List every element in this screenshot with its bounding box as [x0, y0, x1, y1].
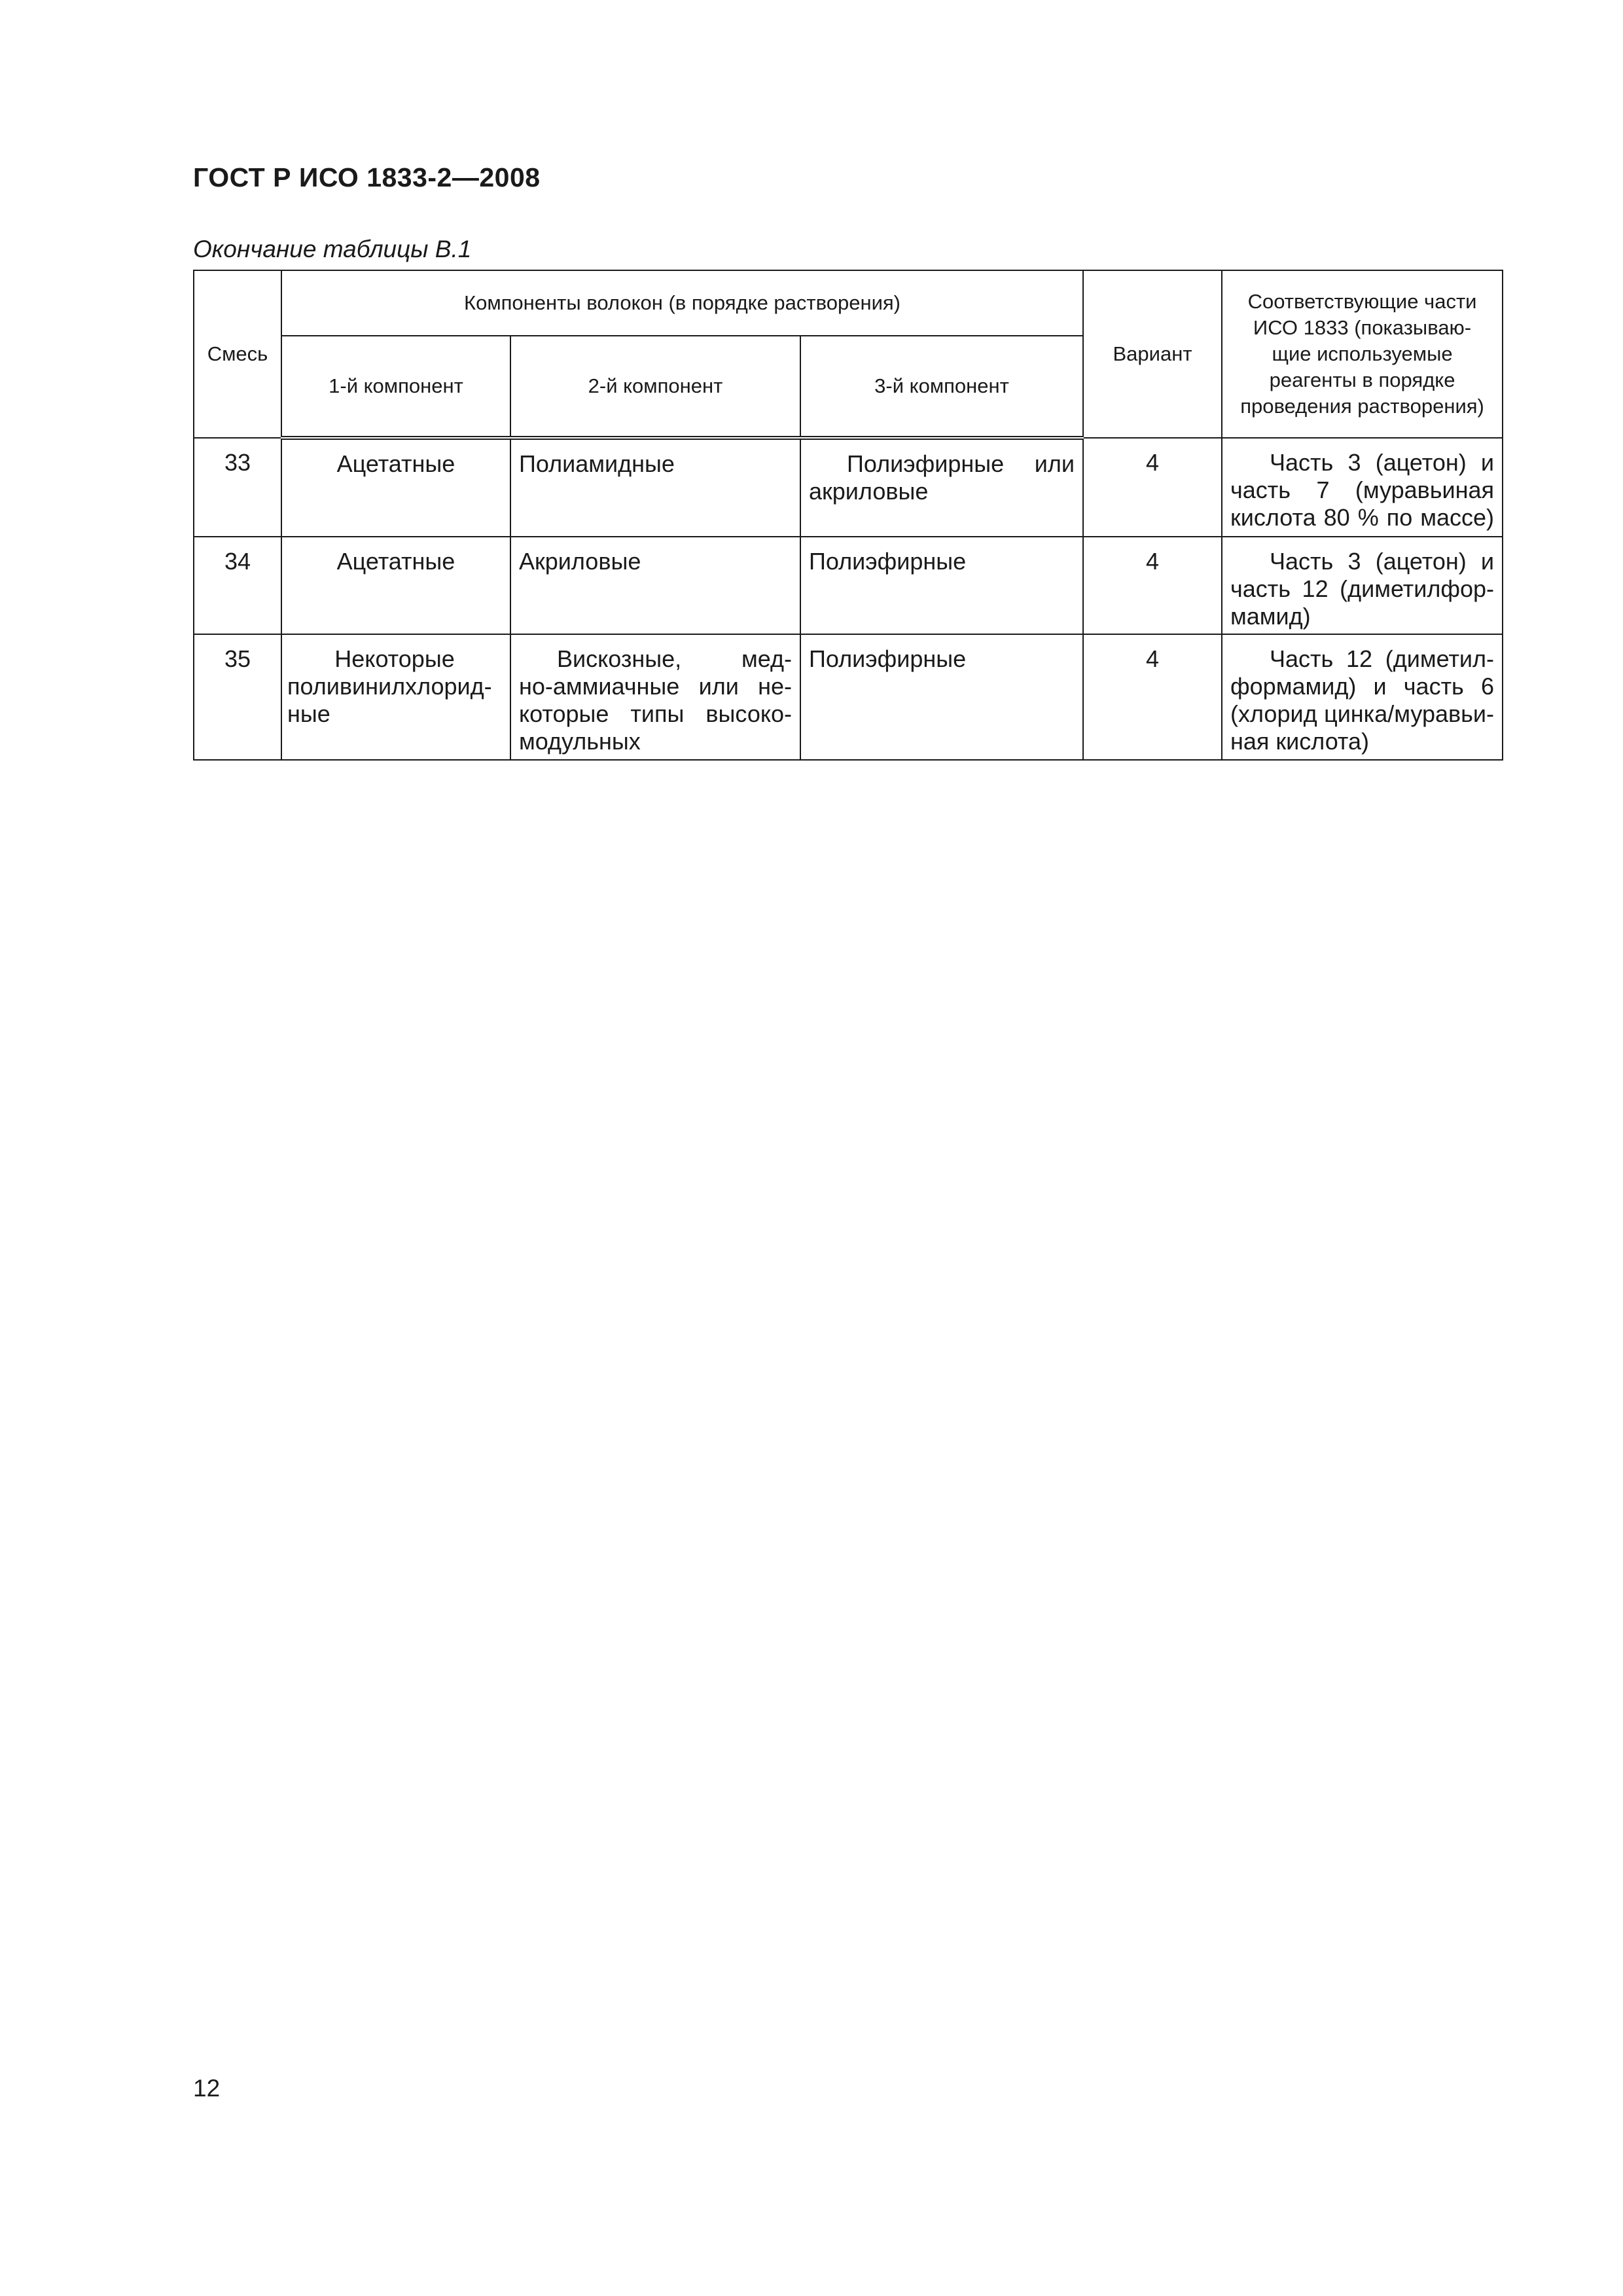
cell-variant: 4 — [1083, 537, 1222, 634]
cell-parts — [1222, 537, 1503, 634]
header-component-3: 3-й компонент — [800, 336, 1083, 438]
cell-component-1: Ацетатные — [281, 438, 510, 537]
cell-line: Часть 12 (диметил- — [1270, 645, 1495, 672]
cell-component-3: Полиэфирные — [800, 634, 1083, 760]
header-components-group: Компоненты волокон (в порядке растворения) — [281, 270, 1083, 336]
header-variant: Вариант — [1083, 270, 1222, 438]
cell-line: (хлорид цинка/муравьи- — [1230, 700, 1495, 727]
cell-line: Некоторые — [334, 645, 455, 672]
table-header-row — [194, 270, 1503, 336]
cell-component-2: Акриловые — [510, 537, 800, 634]
cell-parts — [1222, 634, 1503, 760]
cell-line: кислота 80 % по массе) — [1230, 504, 1495, 531]
cell-line: часть 12 (диметилфор- — [1230, 575, 1495, 602]
cell-component-2 — [510, 634, 800, 760]
cell-mixture: 33 — [194, 438, 281, 537]
cell-line: модульных — [519, 728, 641, 755]
header-parts — [1222, 270, 1503, 438]
cell-component-1 — [281, 634, 510, 760]
cell-mixture: 34 — [194, 537, 281, 634]
cell-line: Часть 3 (ацетон) и — [1270, 548, 1495, 575]
header-parts-line: Соответствующие части — [1247, 290, 1477, 313]
cell-line: Вискозные, мед- — [557, 645, 792, 672]
header-parts-line: ИСО 1833 (показываю- — [1253, 316, 1472, 339]
header-parts-line: щие используемые — [1272, 342, 1453, 365]
cell-component-3 — [800, 438, 1083, 537]
fiber-mixtures-table — [193, 270, 1503, 761]
header-mixture: Смесь — [194, 270, 281, 438]
cell-component-2: Полиамидные — [510, 438, 800, 537]
table-row — [194, 537, 1503, 634]
cell-line: акриловые — [809, 478, 929, 505]
cell-line: Часть 3 (ацетон) и — [1270, 449, 1495, 476]
header-parts-line: реагенты в порядке — [1269, 368, 1455, 391]
table-caption: Окончание таблицы В.1 — [193, 236, 472, 262]
cell-line: мамид) — [1230, 603, 1311, 630]
cell-line: формамид) и часть 6 — [1230, 673, 1495, 700]
cell-line: но-аммиачные или не- — [519, 673, 792, 700]
header-parts-line: проведения растворения) — [1240, 395, 1484, 418]
cell-line: поливинилхлорид- — [287, 673, 492, 700]
cell-variant: 4 — [1083, 634, 1222, 760]
cell-line: ная кислота) — [1230, 728, 1370, 755]
table-row — [194, 438, 1503, 537]
document-header: ГОСТ Р ИСО 1833-2—2008 — [193, 162, 541, 192]
header-component-2: 2-й компонент — [510, 336, 800, 438]
cell-line: которые типы высоко- — [519, 700, 792, 727]
table-row — [194, 634, 1503, 760]
page-number: 12 — [193, 2075, 221, 2102]
cell-component-1: Ацетатные — [281, 537, 510, 634]
cell-component-3: Полиэфирные — [800, 537, 1083, 634]
cell-mixture: 35 — [194, 634, 281, 760]
cell-parts — [1222, 438, 1503, 537]
cell-line: ные — [287, 700, 330, 727]
cell-line: Полиэфирные или — [847, 450, 1075, 477]
header-component-1: 1-й компонент — [281, 336, 510, 438]
cell-line: часть 7 (муравьиная — [1230, 476, 1495, 503]
cell-variant: 4 — [1083, 438, 1222, 537]
